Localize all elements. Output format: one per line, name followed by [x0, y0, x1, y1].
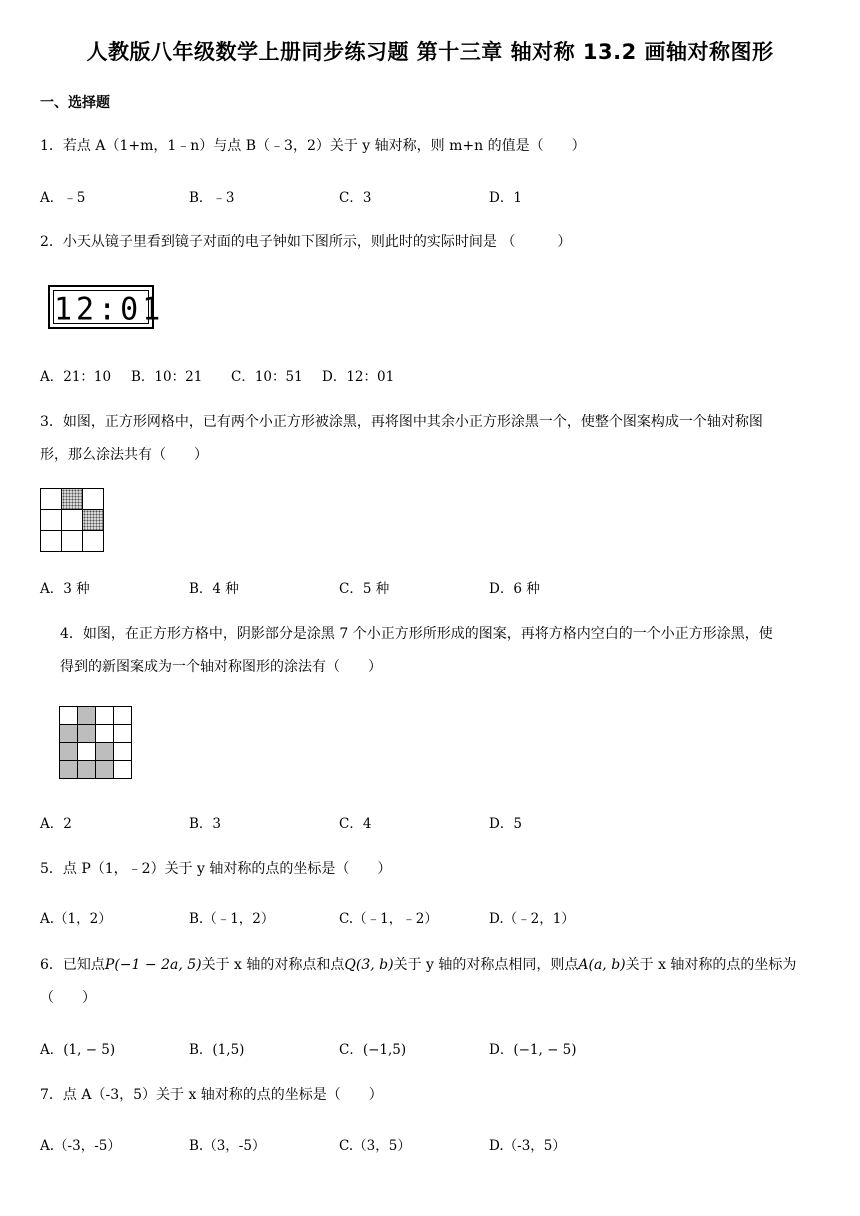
- page-title: 人教版八年级数学上册同步练习题 第十三章 轴对称 13.2 画轴对称图形: [86, 40, 774, 64]
- shaded-grid-cell: [82, 509, 104, 531]
- grid-3x3-figure: [40, 488, 103, 551]
- q6-text-c: 关于 y 轴的对称点相同，则点: [393, 957, 579, 973]
- q5-option-c[interactable]: C.（﹣1，﹣2）: [339, 911, 438, 927]
- shaded-grid-cell: [59, 724, 78, 743]
- section-heading: 一、选择题: [40, 95, 110, 111]
- q7-option-a[interactable]: A.（-3，-5）: [40, 1138, 121, 1154]
- question-1-text: 1．若点 A（1+m，1﹣n）与点 B（﹣3，2）关于 y 轴对称，则 m+n 的值是（ ）: [40, 138, 586, 154]
- shaded-grid-cell: [95, 742, 114, 761]
- q2-option-c[interactable]: C．10：51: [231, 369, 303, 385]
- question-4-line-1: 4．如图，在正方形方格中，阴影部分是涂黑 7 个小正方形所形成的图案，再将方格内空白的一个小正方形涂黑，使: [60, 626, 773, 642]
- q3-option-c[interactable]: C．5 种: [339, 581, 390, 597]
- grid-cell: [40, 509, 62, 531]
- clock-digits: 12:01: [54, 291, 165, 328]
- q1-option-a[interactable]: A．﹣5: [40, 190, 86, 206]
- q3-option-d[interactable]: D．6 种: [489, 581, 540, 597]
- q7-option-b[interactable]: B.（3，-5）: [189, 1138, 266, 1154]
- q5-option-a[interactable]: A.（1，2）: [40, 911, 112, 927]
- grid-cell: [95, 724, 114, 743]
- q6-point-a: A(a, b): [578, 957, 626, 973]
- shaded-grid-cell: [59, 742, 78, 761]
- grid-cell: [82, 530, 104, 552]
- question-4-line-2: 得到的新图案成为一个轴对称图形的涂法有（ ）: [60, 659, 382, 675]
- q6-option-b[interactable]: B．(1,5): [189, 1042, 245, 1058]
- q6-text-b: 关于 x 轴的对称点和点: [201, 957, 345, 973]
- q2-option-a[interactable]: A．21：10: [40, 369, 112, 385]
- q6-option-a[interactable]: A．(1, − 5): [40, 1042, 116, 1058]
- shaded-grid-cell: [61, 488, 83, 510]
- shaded-grid-cell: [77, 706, 96, 725]
- grid-cell: [113, 706, 132, 725]
- q4-option-d[interactable]: D．5: [489, 816, 522, 832]
- grid-cell: [40, 530, 62, 552]
- q2-option-d[interactable]: D．12：01: [322, 369, 395, 385]
- grid-cell: [61, 509, 83, 531]
- question-5-text: 5．点 P（1，﹣2）关于 y 轴对称的点的坐标是（ ）: [40, 861, 392, 877]
- q1-option-d[interactable]: D．1: [489, 190, 522, 206]
- q2-option-b[interactable]: B．10：21: [131, 369, 203, 385]
- digital-clock-figure: [48, 285, 165, 329]
- q7-option-d[interactable]: D.（-3，5）: [489, 1138, 566, 1154]
- q7-option-c[interactable]: C.（3，5）: [339, 1138, 411, 1154]
- grid-cell: [82, 488, 104, 510]
- grid-4x4-figure: [59, 706, 131, 778]
- question-7-text: 7．点 A（-3，5）关于 x 轴对称的点的坐标是（ ）: [40, 1087, 383, 1103]
- q1-option-c[interactable]: C．3: [339, 190, 372, 206]
- question-6-line-2: （ ）: [40, 990, 96, 1006]
- q6-option-d[interactable]: D．(−1, − 5): [489, 1042, 577, 1058]
- q3-option-b[interactable]: B．4 种: [189, 581, 239, 597]
- question-6-line-1: [40, 955, 796, 975]
- q1-option-b[interactable]: B．﹣3: [189, 190, 235, 206]
- grid-cell: [61, 530, 83, 552]
- grid-cell: [77, 742, 96, 761]
- question-3-line-2: 形，那么涂法共有（ ）: [40, 447, 208, 463]
- q6-point-p: P(−1 − 2a, 5): [104, 957, 202, 973]
- clock-screen: [53, 290, 165, 328]
- question-2-text: 2．小天从镜子里看到镜子对面的电子钟如下图所示，则此时的实际时间是 （ ）: [40, 234, 572, 250]
- q6-option-c[interactable]: C．(−1,5): [339, 1042, 407, 1058]
- q6-point-q: Q(3, b): [344, 957, 394, 973]
- q4-option-b[interactable]: B．3: [189, 816, 222, 832]
- shaded-grid-cell: [59, 760, 78, 779]
- grid-cell: [113, 742, 132, 761]
- shaded-grid-cell: [77, 760, 96, 779]
- grid-cell: [40, 488, 62, 510]
- grid-cell: [95, 706, 114, 725]
- question-3-line-1: 3．如图，正方形网格中，已有两个小正方形被涂黑，再将图中其余小正方形涂黑一个，使整个图案构成一个轴对称图: [40, 414, 763, 430]
- q6-text-a: 6．已知点: [40, 957, 105, 973]
- grid-cell: [113, 724, 132, 743]
- q4-option-c[interactable]: C．4: [339, 816, 372, 832]
- grid-cell: [113, 760, 132, 779]
- q5-option-b[interactable]: B.（﹣1，2）: [189, 911, 275, 927]
- q5-option-d[interactable]: D.（﹣2，1）: [489, 911, 575, 927]
- shaded-grid-cell: [95, 760, 114, 779]
- grid-cell: [59, 706, 78, 725]
- q4-option-a[interactable]: A．2: [40, 816, 72, 832]
- shaded-grid-cell: [77, 724, 96, 743]
- q3-option-a[interactable]: A．3 种: [40, 581, 90, 597]
- q6-text-d: 关于 x 轴对称的点的坐标为: [625, 957, 797, 973]
